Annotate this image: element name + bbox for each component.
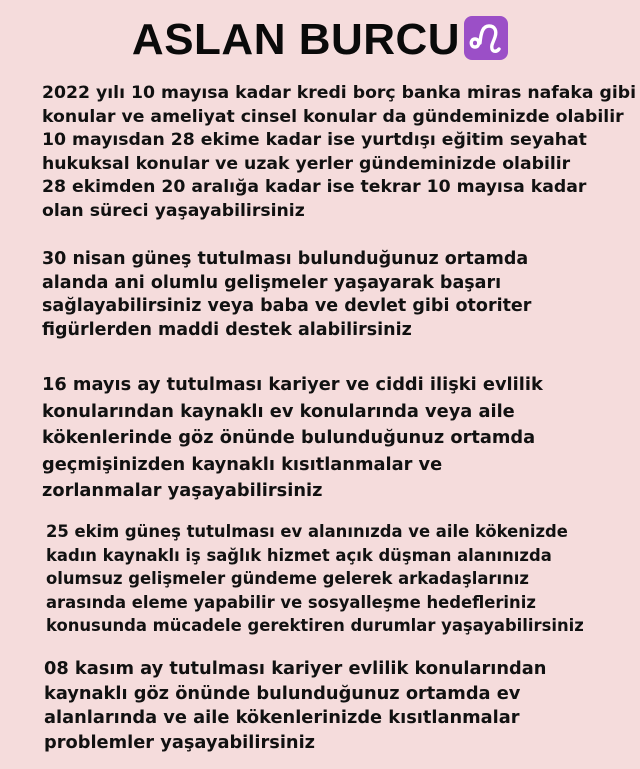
paragraph-line: alanlarında ve aile kökenlerinizde kısıtlanmalar xyxy=(44,707,520,728)
page-title: ASLAN BURCU xyxy=(131,15,461,64)
paragraph-30-nisan-eclipse xyxy=(42,248,531,342)
paragraph-line: olumsuz gelişmeler gündeme gelerek arkadaşlarınız xyxy=(46,569,529,588)
paragraph-line: problemler yaşayabilirsiniz xyxy=(44,731,316,753)
paragraph-line: alanda ani olumlu gelişmeler yaşayarak başarı xyxy=(42,272,502,293)
paragraph-line: kadın kaynaklı iş sağlık hizmet açık düşman alanınızda xyxy=(46,545,552,565)
leo-icon xyxy=(464,16,508,60)
paragraph-line: 16 mayıs ay tutulması kariyer ve ciddi ilişki evlilik xyxy=(42,374,543,395)
paragraph-line: arasında eleme yapabilir ve sosyalleşme hedefleriniz xyxy=(46,592,536,612)
paragraph-line: olan süreci yaşayabilirsiniz xyxy=(42,200,305,221)
paragraph-line: 28 ekimden 20 aralığa kadar ise tekrar 10 mayısa kadar xyxy=(42,177,587,197)
title-row xyxy=(0,12,640,68)
paragraph-line: figürlerden maddi destek alabilirsiniz xyxy=(42,319,412,340)
paragraph-08-kasim-eclipse xyxy=(44,657,546,755)
paragraph-line: konusunda mücadele gerektiren durumlar yaşayabilirsiniz xyxy=(46,616,584,635)
paragraph-line: kaynaklı göz önünde bulunduğunuz ortamda ev xyxy=(44,682,521,704)
paragraph-line: konular ve ameliyat cinsel konular da gündeminizde olabilir xyxy=(42,106,624,127)
paragraph-2022-overview xyxy=(42,82,636,223)
paragraph-line: kökenlerinde göz önünde bulunduğunuz ortamda xyxy=(42,427,536,448)
paragraph-line: 08 kasım ay tutulması kariyer evlilik konularından xyxy=(44,658,547,679)
paragraph-line: hukuksal konular ve uzak yerler gündeminizde olabilir xyxy=(42,153,571,174)
paragraph-line: 30 nisan güneş tutulması bulunduğunuz ortamda xyxy=(42,249,529,269)
paragraph-25-ekim-eclipse xyxy=(46,520,584,638)
paragraph-line: 2022 yılı 10 mayısa kadar kredi borç banka miras nafaka gibi xyxy=(42,83,637,103)
paragraph-line: konularından kaynaklı ev konularında veya aile xyxy=(42,400,515,422)
paragraph-line: geçmişinizden kaynaklı kısıtlanmalar ve xyxy=(42,453,443,475)
paragraph-line: 25 ekim güneş tutulması ev alanınızda ve aile kökenizde xyxy=(46,522,568,541)
paragraph-line: 10 mayısdan 28 ekime kadar ise yurtdışı eğitim seyahat xyxy=(42,130,587,150)
paragraph-line: sağlayabilirsiniz veya baba ve devlet gibi otoriter xyxy=(42,296,532,316)
paragraph-line: zorlanmalar yaşayabilirsiniz xyxy=(42,480,323,501)
paragraph-16-mayis-eclipse xyxy=(42,372,543,505)
